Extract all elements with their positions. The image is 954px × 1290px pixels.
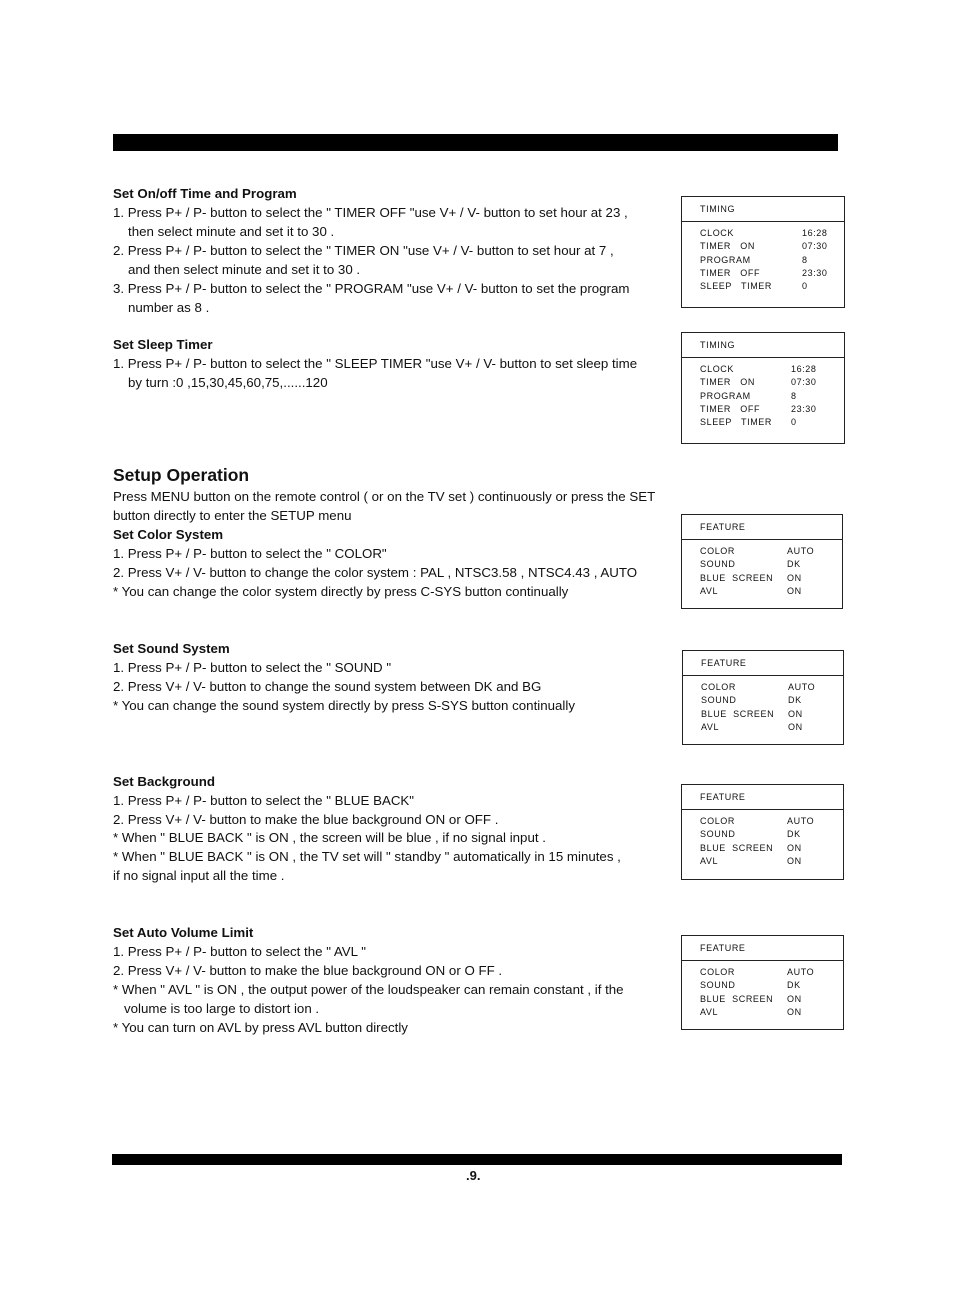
menu-header-label: FEATURE	[701, 658, 747, 668]
section-title-sound: Set Sound System	[113, 641, 230, 656]
menu-row-value: ON	[787, 993, 802, 1004]
setup-heading: Setup Operation	[113, 465, 250, 485]
menu-row-label: SOUND	[700, 829, 736, 840]
menu-row-label: SOUND	[700, 980, 736, 991]
menu-row-label: SOUND	[701, 695, 737, 706]
background-line-3: * When " BLUE BACK " is ON , the screen will be blue , if no signal input .	[113, 830, 546, 845]
menu-row	[700, 228, 836, 241]
menu-row-value: AUTO	[787, 546, 815, 556]
onoff-line-1: 1. Press P+ / P- button to select the " TIMER OFF "use V+ / V- button to set hour at 23 ,	[113, 205, 628, 220]
background-line-1: 1. Press P+ / P- button to select the " BLUE BACK"	[113, 793, 415, 808]
menu-row	[700, 268, 836, 281]
menu-row	[700, 994, 835, 1007]
menu-row-label: COLOR	[700, 967, 736, 977]
section-title-onoff: Set On/off Time and Program	[113, 186, 297, 201]
menu-row-label: BLUE SCREEN	[700, 993, 774, 1004]
menu-header-label: FEATURE	[700, 522, 746, 532]
menu-row-value: 07:30	[802, 241, 828, 252]
menu-row	[700, 241, 836, 254]
menu-row-value: 16:28	[791, 364, 817, 374]
menu-row	[700, 843, 835, 856]
avl-line-1: 1. Press P+ / P- button to select the " AVL "	[113, 944, 366, 959]
menu-row-label: COLOR	[701, 682, 737, 692]
menu-row	[700, 377, 836, 390]
color-line-1: 1. Press P+ / P- button to select the " COLOR"	[113, 546, 387, 561]
menu-row	[700, 856, 835, 869]
menu-row-value: 8	[791, 390, 797, 401]
header-bar	[113, 134, 838, 151]
menu-row	[700, 980, 835, 993]
menu-row-value: DK	[788, 695, 802, 706]
menu-row-value: AUTO	[788, 682, 816, 692]
feature-menu-box-4	[681, 935, 844, 1030]
menu-header	[683, 651, 843, 676]
menu-row-label: COLOR	[700, 546, 736, 556]
timing-menu-box-1	[681, 196, 845, 308]
menu-header-label: TIMING	[700, 340, 736, 350]
menu-row-value: ON	[787, 855, 802, 866]
menu-row-value: AUTO	[787, 967, 815, 977]
menu-row-value: ON	[787, 585, 802, 596]
menu-row-label: SOUND	[700, 559, 736, 570]
sound-line-3: * You can change the sound system directly by press S-SYS button continually	[113, 698, 575, 713]
menu-row-label: BLUE SCREEN	[700, 572, 774, 583]
menu-row-label: TIMER ON	[700, 241, 755, 252]
menu-row-value: 0	[791, 417, 797, 428]
menu-row-value: ON	[788, 708, 803, 719]
menu-row	[700, 1007, 835, 1020]
menu-row	[700, 546, 834, 559]
menu-row-label: AVL	[700, 585, 719, 596]
menu-row-value: 23:30	[802, 267, 828, 278]
menu-header-label: FEATURE	[700, 792, 746, 802]
section-title-sleep: Set Sleep Timer	[113, 337, 213, 352]
menu-row	[700, 829, 835, 842]
menu-row-value: 8	[802, 254, 808, 265]
onoff-line-3: 2. Press P+ / P- button to select the " TIMER ON "use V+ / V- button to set hour at 7 ,	[113, 243, 614, 258]
menu-row-label: PROGRAM	[700, 254, 751, 265]
setup-line-1: Press MENU button on the remote control ( or on the TV set ) continuously or press the SET	[113, 489, 656, 504]
feature-menu-box-2	[682, 650, 844, 745]
menu-row-label: TIMER ON	[700, 377, 755, 388]
onoff-line-5: 3. Press P+ / P- button to select the " PROGRAM "use V+ / V- button to set the program	[113, 281, 630, 296]
menu-header	[682, 333, 844, 358]
menu-row-label: BLUE SCREEN	[700, 842, 774, 853]
menu-row-value: ON	[788, 721, 803, 732]
menu-row-label: CLOCK	[700, 364, 735, 374]
menu-row	[700, 281, 836, 294]
menu-row-label: PROGRAM	[700, 390, 751, 401]
section-title-avl: Set Auto Volume Limit	[113, 925, 254, 940]
page-number: .9.	[466, 1168, 481, 1183]
menu-row-label: AVL	[700, 855, 719, 866]
menu-row-value: DK	[787, 829, 801, 840]
menu-row-label: SLEEP TIMER	[700, 281, 772, 292]
onoff-line-6: number as 8 .	[128, 300, 210, 315]
menu-row-label: COLOR	[700, 816, 736, 826]
color-line-3: * You can change the color system directly by press C-SYS button continually	[113, 584, 569, 599]
menu-row-value: ON	[787, 1006, 802, 1017]
sound-line-2: 2. Press V+ / V- button to change the sound system between DK and BG	[113, 679, 542, 694]
menu-header	[682, 197, 844, 222]
menu-row-value: 0	[802, 281, 808, 292]
menu-row	[701, 682, 835, 695]
menu-row-value: AUTO	[787, 816, 815, 826]
menu-row-label: BLUE SCREEN	[701, 708, 775, 719]
menu-row-value: ON	[787, 842, 802, 853]
menu-row	[700, 559, 834, 572]
menu-row	[700, 816, 835, 829]
menu-row	[701, 695, 835, 708]
setup-line-2: button directly to enter the SETUP menu	[113, 508, 352, 523]
background-line-5: if no signal input all the time .	[113, 868, 285, 883]
menu-row-label: CLOCK	[700, 228, 735, 238]
menu-row	[700, 417, 836, 430]
menu-row	[700, 404, 836, 417]
menu-row	[700, 391, 836, 404]
sleep-line-1: 1. Press P+ / P- button to select the " SLEEP TIMER "use V+ / V- button to set sleep time	[113, 356, 638, 371]
menu-header	[682, 785, 843, 810]
footer-bar	[112, 1154, 842, 1165]
menu-row	[701, 709, 835, 722]
menu-header-label: TIMING	[700, 204, 736, 214]
menu-header	[682, 936, 843, 961]
menu-row-value: DK	[787, 980, 801, 991]
avl-line-2: 2. Press V+ / V- button to make the blue background ON or O FF .	[113, 963, 503, 978]
menu-row-value: 23:30	[791, 403, 817, 414]
menu-row	[700, 573, 834, 586]
timing-menu-box-2	[681, 332, 845, 444]
feature-menu-box-1	[681, 514, 843, 609]
menu-row-label: TIMER OFF	[700, 403, 761, 414]
menu-row-value: 16:28	[802, 228, 828, 238]
menu-row-label: SLEEP TIMER	[700, 417, 772, 428]
menu-row-label: AVL	[700, 1006, 719, 1017]
menu-row	[700, 967, 835, 980]
menu-row-label: AVL	[701, 721, 720, 732]
sound-line-1: 1. Press P+ / P- button to select the " SOUND "	[113, 660, 392, 675]
onoff-line-4: and then select minute and set it to 30 .	[128, 262, 361, 277]
menu-row	[700, 364, 836, 377]
feature-menu-box-3	[681, 784, 844, 880]
avl-line-3: * When " AVL " is ON , the output power of the loudspeaker can remain constant , if the	[113, 982, 624, 997]
menu-row-value: 07:30	[791, 377, 817, 388]
menu-row	[701, 722, 835, 735]
section-title-color: Set Color System	[113, 527, 224, 542]
menu-row	[700, 586, 834, 599]
avl-line-5: * You can turn on AVL by press AVL button directly	[113, 1020, 408, 1035]
onoff-line-2: then select minute and set it to 30 .	[128, 224, 335, 239]
sleep-line-2: by turn :0 ,15,30,45,60,75,......120	[128, 375, 328, 390]
menu-header	[682, 515, 842, 540]
color-line-2: 2. Press V+ / V- button to change the color system : PAL , NTSC3.58 , NTSC4.43 , AUTO	[113, 565, 638, 580]
menu-row-value: DK	[787, 559, 801, 570]
avl-line-4: volume is too large to distort ion .	[124, 1001, 320, 1016]
background-line-2: 2. Press V+ / V- button to make the blue background ON or OFF .	[113, 812, 499, 827]
menu-row-value: ON	[787, 572, 802, 583]
menu-row-label: TIMER OFF	[700, 267, 761, 278]
background-line-4: * When " BLUE BACK " is ON , the TV set will " standby " automatically in 15 minutes ,	[113, 849, 621, 864]
menu-row	[700, 255, 836, 268]
menu-header-label: FEATURE	[700, 943, 746, 953]
section-title-background: Set Background	[113, 774, 215, 789]
